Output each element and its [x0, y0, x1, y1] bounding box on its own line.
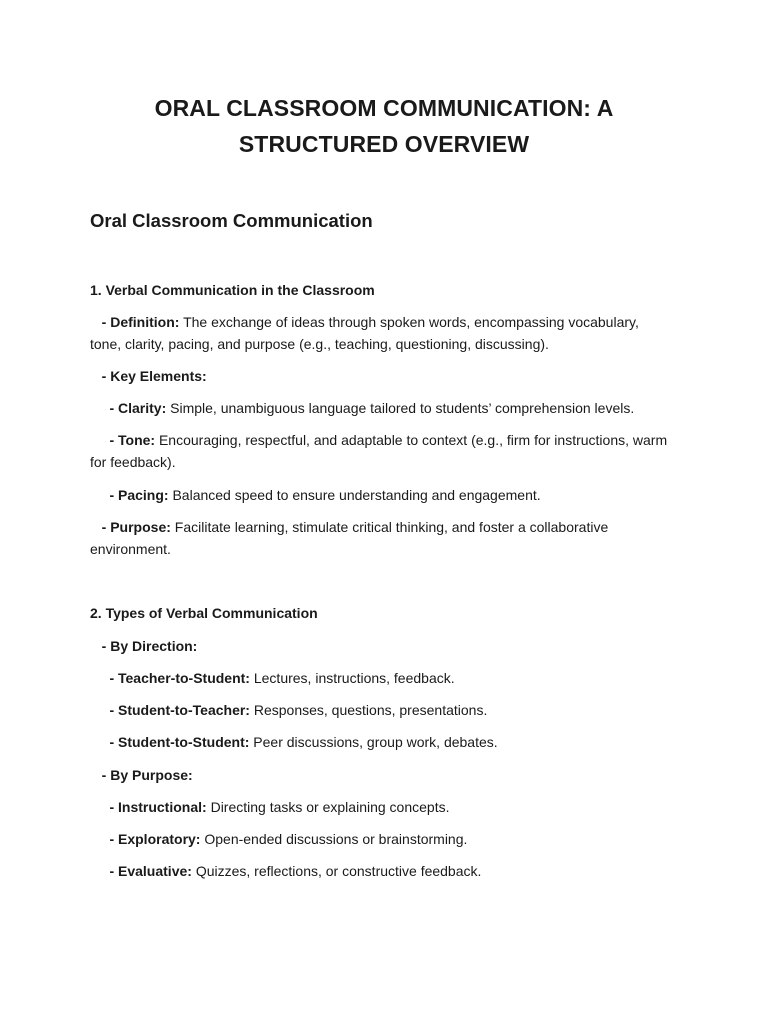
evaluative-label: - Evaluative: [109, 863, 192, 879]
evaluative-text: Quizzes, reflections, or constructive feedback. [191, 863, 482, 879]
sec2-heading: 2. Types of Verbal Communication [90, 605, 318, 621]
sec1-heading: 1. Verbal Communication in the Classroom [90, 282, 375, 298]
exploratory-label: - Exploratory: [109, 831, 201, 847]
purpose-paragraph [90, 516, 668, 560]
exploratory-text: Open-ended discussions or brainstorming. [200, 831, 468, 847]
title-line-1: ORAL CLASSROOM COMMUNICATION: A [154, 95, 614, 121]
student-to-teacher-label: - Student-to-Teacher: [109, 702, 250, 718]
student-to-student-text: Peer discussions, group work, debates. [249, 734, 498, 750]
student-to-teacher-text: Responses, questions, presentations. [249, 702, 488, 718]
key-elements-line [90, 365, 668, 387]
clarity-label: - Clarity: [109, 400, 167, 416]
teacher-to-student-item [90, 667, 668, 689]
by-direction-label: - By Direction: [101, 638, 198, 654]
document-title [90, 90, 678, 162]
key-elements-label: - Key Elements: [101, 368, 207, 384]
tone-paragraph [90, 429, 668, 473]
section-heading: Oral Classroom Communication [90, 210, 373, 231]
subsection-heading-2 [90, 602, 668, 624]
subsection-heading-1 [90, 279, 668, 301]
pacing-paragraph [90, 484, 668, 506]
definition-text: The exchange of ideas through spoken words, encompassing vocabulary, tone, clarity, pacing, and purpose (e.g., teaching, questioning, discussing). [90, 314, 639, 352]
definition-label: - Definition: [101, 314, 180, 330]
pacing-label: - Pacing: [109, 487, 169, 503]
student-to-student-label: - Student-to-Student: [109, 734, 250, 750]
teacher-to-student-label: - Teacher-to-Student: [109, 670, 250, 686]
tone-text: Encouraging, respectful, and adaptable to context (e.g., firm for instructions, warm for feedback). [90, 432, 668, 470]
purpose-text: Facilitate learning, stimulate critical thinking, and foster a collaborative environment. [90, 519, 609, 557]
tone-label: - Tone: [109, 432, 156, 448]
evaluative-item [90, 860, 668, 882]
student-to-student-item [90, 731, 668, 753]
by-purpose-label: - By Purpose: [101, 767, 193, 783]
definition-paragraph [90, 311, 668, 355]
clarity-text: Simple, unambiguous language tailored to students’ comprehension levels. [166, 400, 635, 416]
purpose-label: - Purpose: [101, 519, 171, 535]
instructional-label: - Instructional: [109, 799, 207, 815]
by-direction-line [90, 635, 668, 657]
instructional-text: Directing tasks or explaining concepts. [206, 799, 450, 815]
exploratory-item [90, 828, 668, 850]
title-line-2: STRUCTURED OVERVIEW [238, 131, 530, 157]
instructional-item [90, 796, 668, 818]
teacher-to-student-text: Lectures, instructions, feedback. [249, 670, 455, 686]
pacing-text: Balanced speed to ensure understanding and engagement. [168, 487, 541, 503]
clarity-paragraph [90, 397, 668, 419]
student-to-teacher-item [90, 699, 668, 721]
by-purpose-line [90, 764, 668, 786]
